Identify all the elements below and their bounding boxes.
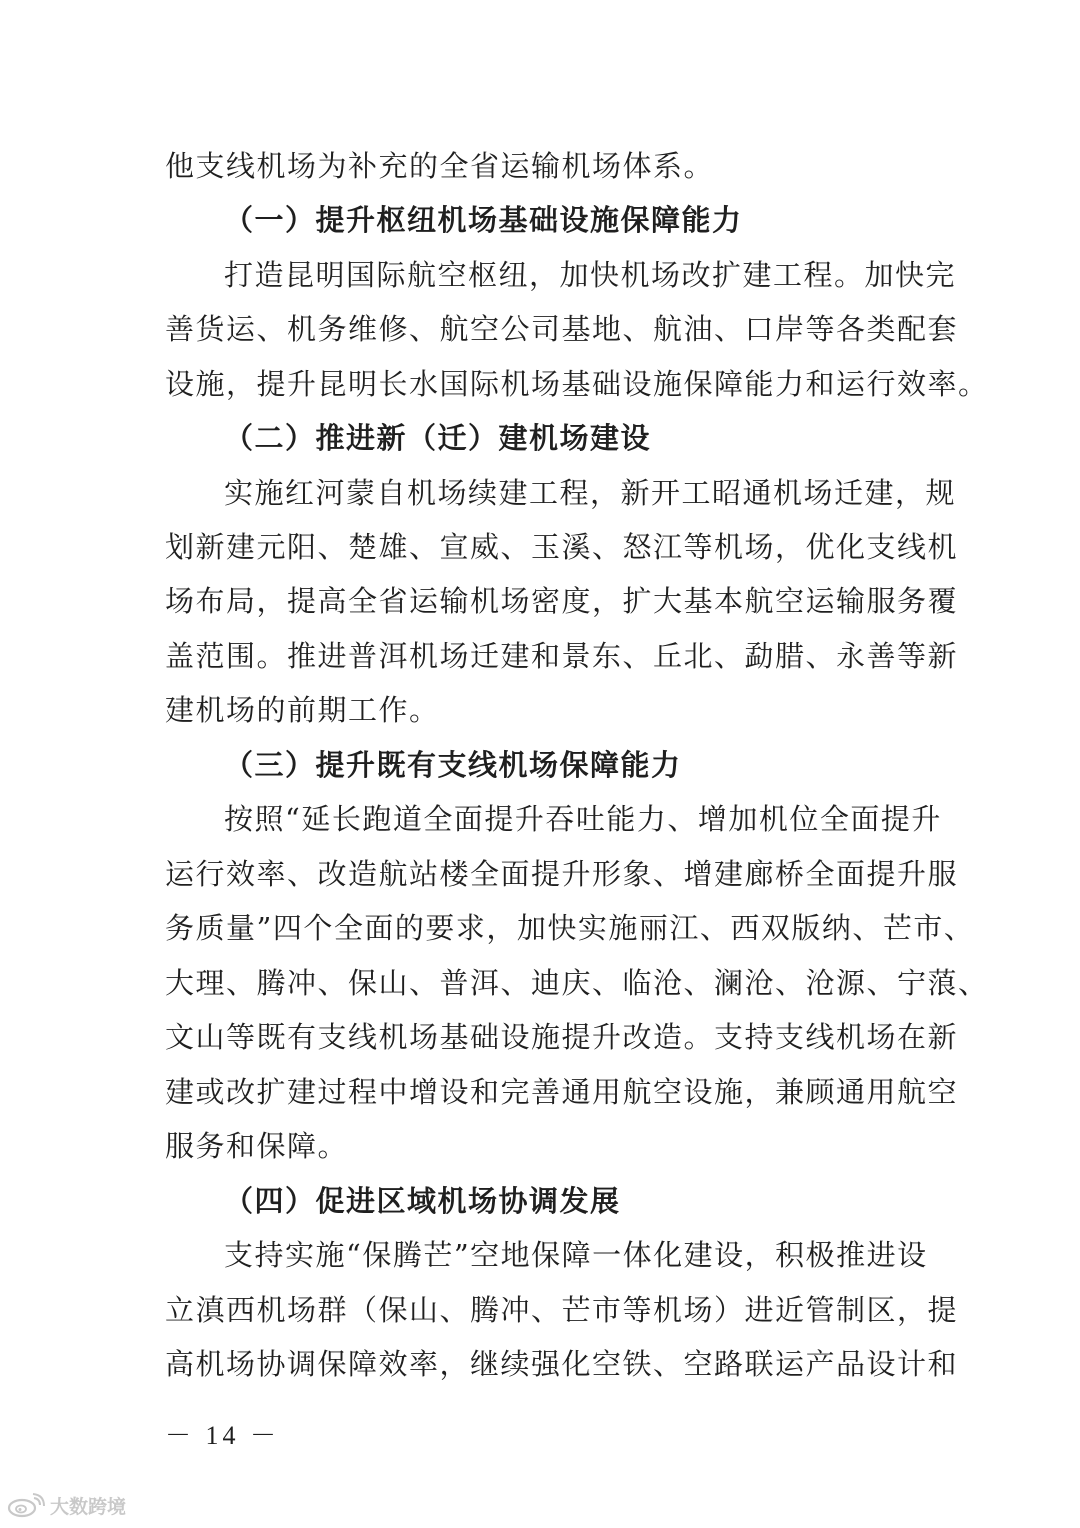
- paragraph-line: 建或改扩建过程中增设和完善通用航空设施，兼顾通用航空: [165, 1075, 959, 1109]
- paragraph-line: 场布局，提高全省运输机场密度，扩大基本航空运输服务覆: [165, 584, 959, 618]
- paragraph-line: 建机场的前期工作。: [165, 693, 440, 727]
- paragraph-line: 支持实施“保腾芒”空地保障一体化建设，积极推进设: [224, 1238, 928, 1272]
- paragraph-line: 运行效率、改造航站楼全面提升形象、增建廊桥全面提升服: [165, 857, 959, 891]
- section-heading-2: （二）推进新（迁）建机场建设: [224, 421, 652, 455]
- section-heading-1: （一）提升枢纽机场基础设施保障能力: [224, 203, 743, 237]
- paragraph-line: 大理、腾冲、保山、普洱、迪庆、临沧、澜沧、沧源、宁蒗、: [165, 966, 989, 1000]
- paragraph-line: 盖范围。推进普洱机场迁建和景东、丘北、勐腊、永善等新: [165, 639, 959, 673]
- paragraph-line: 善货运、机务维修、航空公司基地、航油、口岸等各类配套: [165, 312, 959, 346]
- page-number: － 14 －: [165, 1421, 281, 1450]
- paragraph-line: 实施红河蒙自机场续建工程，新开工昭通机场迁建，规: [224, 476, 957, 510]
- paragraph-line: 服务和保障。: [165, 1129, 349, 1163]
- section-heading-4: （四）促进区域机场协调发展: [224, 1184, 621, 1218]
- weibo-icon: [6, 1492, 46, 1518]
- paragraph-line: 按照“延长跑道全面提升吞吐能力、增加机位全面提升: [224, 802, 942, 836]
- watermark-text: 大数跨境: [50, 1495, 127, 1518]
- paragraph-line: 他支线机场为补充的全省运输机场体系。: [165, 149, 715, 183]
- paragraph-line: 文山等既有支线机场基础设施提升改造。支持支线机场在新: [165, 1020, 959, 1054]
- section-heading-3: （三）提升既有支线机场保障能力: [224, 748, 682, 782]
- paragraph-line: 务质量”四个全面的要求，加快实施丽江、西双版纳、芒市、: [165, 911, 975, 945]
- paragraph-line: 打造昆明国际航空枢纽，加快机场改扩建工程。加快完: [224, 258, 957, 292]
- paragraph-line: 设施，提升昆明长水国际机场基础设施保障能力和运行效率。: [165, 367, 989, 401]
- paragraph-line: 高机场协调保障效率，继续强化空铁、空路联运产品设计和: [165, 1347, 959, 1381]
- paragraph-line: 划新建元阳、楚雄、宣威、玉溪、怒江等机场，优化支线机: [165, 530, 959, 564]
- paragraph-line: 立滇西机场群（保山、腾冲、芒市等机场）进近管制区，提: [165, 1293, 959, 1327]
- watermark: [6, 1490, 126, 1520]
